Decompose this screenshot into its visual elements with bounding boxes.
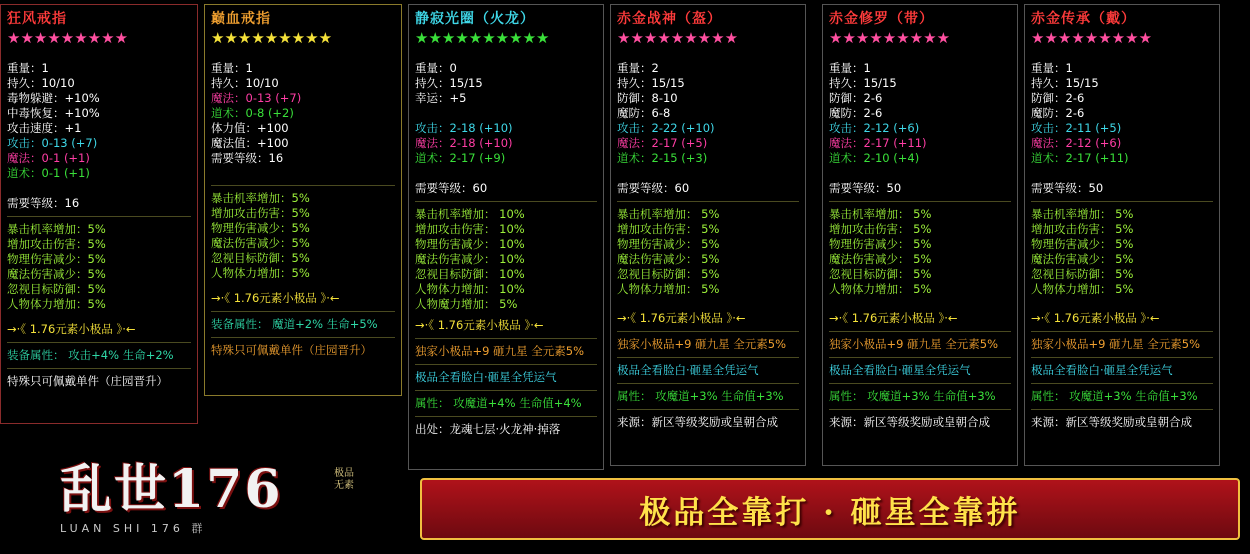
bonus-line: 暴击机率增加： 5% — [617, 207, 720, 221]
item-footer: 出处：龙魂七层·火龙神·掉落 — [415, 422, 561, 436]
divider — [829, 383, 1011, 384]
bonus-line: 增加攻击伤害： 10% — [415, 222, 525, 236]
luck-line: 极品全看脸白·砸星全凭运气 — [415, 370, 557, 384]
luck-line: 极品全看脸白·砸星全凭运气 — [617, 363, 759, 377]
bonus-line: 暴击机率增加： 5% — [1031, 207, 1134, 221]
stat-line: 重量：1 — [1031, 61, 1073, 75]
divider — [617, 331, 799, 332]
stat-line: 攻击：0-13 (+7) — [7, 136, 98, 150]
exclusive-line: 独家小极品+9 砸九星 全元素5% — [829, 337, 999, 351]
item-bonus — [7, 222, 191, 312]
brand-logo — [60, 459, 360, 552]
attr-line: 属性： 攻魔道+3% 生命值+3% — [1031, 389, 1198, 403]
item-stars: ★★★★★★★★★ — [829, 29, 951, 47]
bonus-line: 忽视目标防御：5% — [7, 282, 106, 296]
item-title: 静寂光圈（火龙） — [415, 11, 535, 27]
equip-attr-line: 装备属性： 攻击+4% 生命+2% — [7, 348, 174, 362]
promo-line: →·《 1.76元素小极品 》·← — [211, 291, 340, 305]
logo-badge-line2: 无素 — [334, 480, 354, 491]
item-footer: 来源：新区等级奖励或皇朝合成 — [617, 415, 778, 429]
stat-line: 持久：10/10 — [211, 76, 279, 90]
stat-line: 重量：2 — [617, 61, 659, 75]
stat-line: 道术：2-10 (+4) — [829, 151, 920, 165]
stat-line: 魔防：2-6 — [1031, 106, 1085, 120]
item-stars: ★★★★★★★★★ — [7, 29, 129, 47]
stat-line — [415, 166, 597, 181]
promo-banner-text: 极品全靠打 · 砸星全靠拼 — [639, 494, 1021, 531]
stat-line — [1031, 166, 1213, 181]
stat-line: 防御：2-6 — [1031, 91, 1085, 105]
divider — [1031, 357, 1213, 358]
item-footer: 特殊只可佩戴单件（庄园晋升） — [7, 374, 168, 388]
bonus-line: 物理伤害减少： 10% — [415, 237, 525, 251]
stat-line: 需要等级：60 — [415, 181, 488, 195]
promo-line: →·《 1.76元素小极品 》·← — [7, 322, 136, 336]
promo-line: →·《 1.76元素小极品 》·← — [829, 311, 958, 325]
stat-line — [415, 106, 597, 121]
item-bonus — [211, 191, 395, 281]
divider — [829, 357, 1011, 358]
stat-line: 重量：1 — [7, 61, 49, 75]
attr-line: 属性： 攻魔道+3% 生命值+3% — [617, 389, 784, 403]
bonus-line: 人物体力增加：5% — [211, 266, 310, 280]
divider — [7, 368, 191, 369]
bonus-line: 人物魔力增加： 5% — [415, 297, 518, 311]
luck-line: 极品全看脸白·砸星全凭运气 — [829, 363, 971, 377]
stat-line: 魔法：0-1 (+1) — [7, 151, 90, 165]
stat-line — [7, 181, 191, 196]
item-stars: ★★★★★★★★★★ — [415, 29, 550, 47]
item-stats — [415, 61, 597, 196]
item-card-3[interactable] — [610, 4, 806, 466]
logo-badge — [334, 468, 354, 492]
bonus-line: 魔法伤害减少： 5% — [829, 252, 932, 266]
item-footer: 来源：新区等级奖励或皇朝合成 — [829, 415, 990, 429]
stat-line: 中毒恢复：+10% — [7, 106, 100, 120]
bonus-line: 人物体力增加： 5% — [617, 282, 720, 296]
stat-line: 魔法：2-18 (+10) — [415, 136, 513, 150]
stat-line: 幸运：+5 — [415, 91, 467, 105]
stat-line: 持久：15/15 — [617, 76, 685, 90]
bonus-line: 增加攻击伤害： 5% — [617, 222, 720, 236]
item-bonus — [415, 207, 597, 312]
divider — [829, 201, 1011, 202]
item-card-1[interactable] — [204, 4, 402, 396]
stat-line: 道术：0-8 (+2) — [211, 106, 294, 120]
item-stars: ★★★★★★★★★ — [1031, 29, 1153, 47]
divider — [617, 201, 799, 202]
promo-banner — [420, 478, 1240, 540]
item-title: 狂风戒指 — [7, 11, 67, 27]
stat-line: 魔防：2-6 — [829, 106, 883, 120]
divider — [415, 390, 597, 391]
item-stats — [7, 61, 191, 211]
bonus-line: 物理伤害减少：5% — [211, 221, 310, 235]
item-title: 赤金战神（盔） — [617, 11, 722, 27]
bonus-line: 人物体力增加： 10% — [415, 282, 525, 296]
item-card-4[interactable] — [822, 4, 1018, 466]
stat-line: 魔法：2-17 (+11) — [829, 136, 927, 150]
divider — [1031, 383, 1213, 384]
stat-line: 防御：2-6 — [829, 91, 883, 105]
item-bonus — [617, 207, 799, 297]
bonus-line: 忽视目标防御： 5% — [829, 267, 932, 281]
stat-line: 攻击：2-18 (+10) — [415, 121, 513, 135]
divider — [617, 357, 799, 358]
exclusive-line: 独家小极品+9 砸九星 全元素5% — [1031, 337, 1201, 351]
stat-line: 攻击：2-12 (+6) — [829, 121, 920, 135]
item-stats — [829, 61, 1011, 196]
divider — [1031, 331, 1213, 332]
bonus-line: 暴击机率增加： 5% — [829, 207, 932, 221]
item-title: 赤金传承（戴） — [1031, 11, 1136, 27]
bonus-line: 物理伤害减少： 5% — [1031, 237, 1134, 251]
item-card-5[interactable] — [1024, 4, 1220, 466]
stat-line: 魔法值：+100 — [211, 136, 289, 150]
divider — [617, 409, 799, 410]
stat-line: 需要等级：50 — [829, 181, 902, 195]
item-stars: ★★★★★★★★★ — [211, 29, 333, 47]
bonus-line: 增加攻击伤害：5% — [7, 237, 106, 251]
stat-line: 重量：0 — [415, 61, 457, 75]
equip-attr-line: 装备属性： 魔道+2% 生命+5% — [211, 317, 378, 331]
divider — [7, 216, 191, 217]
stat-line — [829, 166, 1011, 181]
divider — [7, 342, 191, 343]
item-card-0[interactable] — [0, 4, 198, 424]
divider — [829, 331, 1011, 332]
bonus-line: 魔法伤害减少：5% — [211, 236, 310, 250]
stat-line: 需要等级：16 — [211, 151, 284, 165]
item-footer: 特殊只可佩戴单件（庄园晋升） — [211, 343, 372, 357]
stat-line: 攻击：2-11 (+5) — [1031, 121, 1122, 135]
bonus-line: 忽视目标防御： 5% — [1031, 267, 1134, 281]
promo-line: →·《 1.76元素小极品 》·← — [617, 311, 746, 325]
bonus-line: 暴击机率增加：5% — [7, 222, 106, 236]
logo-badge-line1: 极品 — [334, 468, 354, 479]
bonus-line: 增加攻击伤害：5% — [211, 206, 310, 220]
stat-line: 魔法：0-13 (+7) — [211, 91, 302, 105]
bonus-line: 增加攻击伤害： 5% — [829, 222, 932, 236]
stat-line: 重量：1 — [829, 61, 871, 75]
stat-line: 魔法：2-17 (+5) — [617, 136, 708, 150]
stat-line: 道术：2-15 (+3) — [617, 151, 708, 165]
stat-line: 重量：1 — [211, 61, 253, 75]
bonus-line: 物理伤害减少： 5% — [617, 237, 720, 251]
stat-line: 道术：2-17 (+9) — [415, 151, 506, 165]
stat-line: 防御：8-10 — [617, 91, 678, 105]
stat-line: 体力值：+100 — [211, 121, 289, 135]
divider — [211, 337, 395, 338]
stat-line: 持久：15/15 — [1031, 76, 1099, 90]
divider — [415, 416, 597, 417]
bonus-line: 人物体力增加： 5% — [829, 282, 932, 296]
luck-line: 极品全看脸白·砸星全凭运气 — [1031, 363, 1173, 377]
attr-line: 属性： 攻魔道+3% 生命值+3% — [829, 389, 996, 403]
divider — [211, 185, 395, 186]
item-card-2[interactable] — [408, 4, 604, 470]
bonus-line: 暴击机率增加：5% — [211, 191, 310, 205]
bonus-line: 忽视目标防御： 10% — [415, 267, 525, 281]
bonus-line: 忽视目标防御： 5% — [617, 267, 720, 281]
logo-title: 乱世176 — [60, 459, 283, 520]
bonus-line: 暴击机率增加： 10% — [415, 207, 525, 221]
bonus-line: 物理伤害减少： 5% — [829, 237, 932, 251]
stat-line: 需要等级：60 — [617, 181, 690, 195]
item-bonus — [1031, 207, 1213, 297]
stat-line: 攻击：2-22 (+10) — [617, 121, 715, 135]
stat-line: 需要等级：50 — [1031, 181, 1104, 195]
exclusive-line: 独家小极品+9 砸九星 全元素5% — [617, 337, 787, 351]
stat-line — [617, 166, 799, 181]
divider — [829, 409, 1011, 410]
bonus-line: 魔法伤害减少： 5% — [1031, 252, 1134, 266]
item-stats — [1031, 61, 1213, 196]
stat-line: 魔法：2-12 (+6) — [1031, 136, 1122, 150]
exclusive-line: 独家小极品+9 砸九星 全元素5% — [415, 344, 585, 358]
divider — [415, 364, 597, 365]
attr-line: 属性： 攻魔道+4% 生命值+4% — [415, 396, 582, 410]
stat-line: 魔防：6-8 — [617, 106, 671, 120]
divider — [1031, 201, 1213, 202]
divider — [617, 383, 799, 384]
stat-line: 持久：15/15 — [415, 76, 483, 90]
stat-line: 道术：0-1 (+1) — [7, 166, 90, 180]
promo-line: →·《 1.76元素小极品 》·← — [415, 318, 544, 332]
bonus-line: 魔法伤害减少： 5% — [617, 252, 720, 266]
item-stats — [211, 61, 395, 166]
item-footer: 来源：新区等级奖励或皇朝合成 — [1031, 415, 1192, 429]
bonus-line: 人物体力增加：5% — [7, 297, 106, 311]
bonus-line: 忽视目标防御：5% — [211, 251, 310, 265]
bonus-line: 物理伤害减少：5% — [7, 252, 106, 266]
item-title: 赤金修罗（带） — [829, 11, 934, 27]
divider — [415, 201, 597, 202]
promo-line: →·《 1.76元素小极品 》·← — [1031, 311, 1160, 325]
item-stars: ★★★★★★★★★ — [617, 29, 739, 47]
item-title: 巅血戒指 — [211, 11, 271, 27]
stat-line: 毒物躲避：+10% — [7, 91, 100, 105]
stat-line: 持久：10/10 — [7, 76, 75, 90]
bonus-line: 魔法伤害减少：5% — [7, 267, 106, 281]
stat-line: 道术：2-17 (+11) — [1031, 151, 1129, 165]
stat-line: 需要等级：16 — [7, 196, 80, 210]
bonus-line: 增加攻击伤害： 5% — [1031, 222, 1134, 236]
divider — [211, 311, 395, 312]
bonus-line: 人物体力增加： 5% — [1031, 282, 1134, 296]
stat-line: 攻击速度：+1 — [7, 121, 82, 135]
logo-subtitle: LUAN SHI 176 群 — [60, 522, 207, 535]
stat-line: 持久：15/15 — [829, 76, 897, 90]
divider — [415, 338, 597, 339]
item-bonus — [829, 207, 1011, 297]
bonus-line: 魔法伤害减少： 10% — [415, 252, 525, 266]
divider — [1031, 409, 1213, 410]
item-stats — [617, 61, 799, 196]
